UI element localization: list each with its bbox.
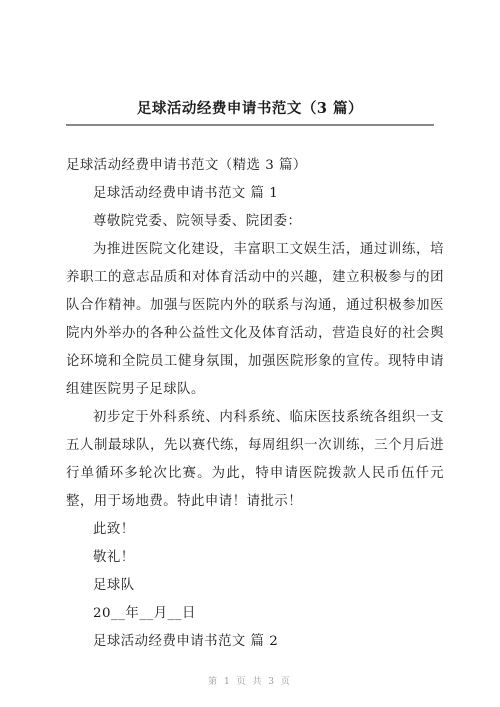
closing-line-1: 此致！: [93, 522, 135, 537]
page-indicator: 第 1 页 共 3 页: [208, 677, 292, 687]
salutation: 尊敬院党委、院领导委、院团委：: [93, 214, 302, 229]
closing-line-2: 敬礼！: [93, 550, 135, 565]
section-heading-1: 足球活动经费申请书范文 篇 1: [93, 186, 279, 201]
title-divider: [66, 124, 434, 126]
document-title: 足球活动经费申请书范文（3 篇）: [136, 100, 364, 117]
section-heading-2: 足球活动经费申请书范文 篇 2: [93, 634, 279, 649]
signature: 足球队: [93, 578, 135, 593]
body-paragraph-2: 初步定于外科系统、内科系统、临床医技系统各组织一支五人制最球队，先以赛代练，每周组织一次训练，三个月后进行单循环多轮次比赛。为此，特申请医院拨款人民币伍仟元整，用于场地费。特此申请！请批示！: [66, 410, 444, 509]
document-header: [0, 0, 500, 130]
document-subtitle: 足球活动经费申请书范文（精选 3 篇）: [66, 158, 307, 173]
document-body: [66, 152, 444, 656]
date-line: 20__年__月__日: [93, 606, 196, 621]
body-paragraph-1: 为推进医院文化建设，丰富职工文娱生活，通过训练，培养职工的意志品质和对体育活动中的兴趣，建立积极参与的团队合作精神。加强与医院内外的联系与沟通，通过积极参加医院内外举办的各种公益性文化及体育活动，营造良好的社会舆论环境和全院员工健身氛围，加强医院形象的宣传。现特申请组建医院男子足球队。: [66, 242, 444, 397]
